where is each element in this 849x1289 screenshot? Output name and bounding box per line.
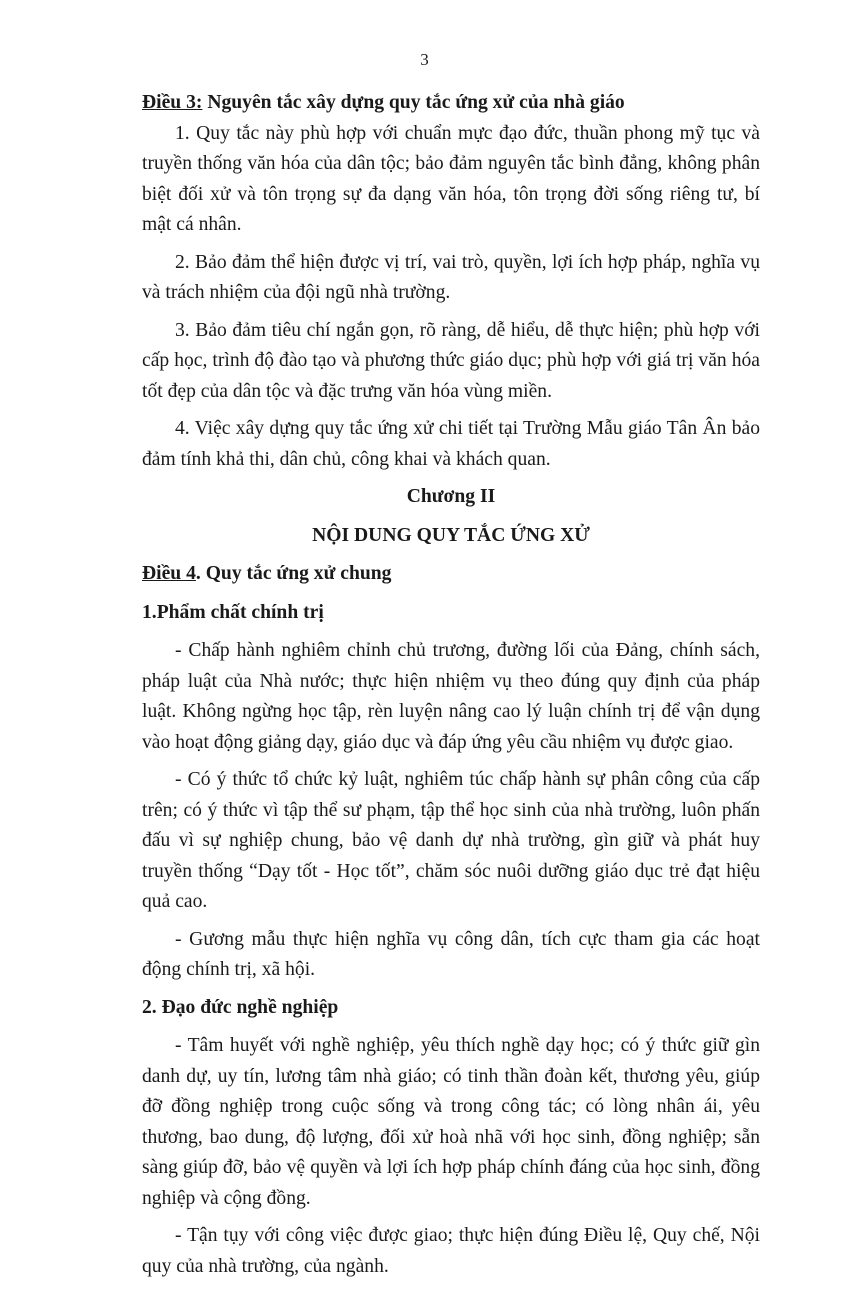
page-number: 3: [420, 50, 429, 69]
article-4-label: Điều 4: [142, 563, 196, 584]
article-3-heading: [142, 88, 760, 119]
article-3-paragraph: 4. Việc xây dựng quy tắc ứng xử chi tiết tại Trường Mẫu giáo Tân Ân bảo đảm tính khả thi, dân chủ, công khai và khách quan.: [142, 418, 760, 470]
article-3-paragraph: 2. Bảo đảm thể hiện được vị trí, vai trò, quyền, lợi ích hợp pháp, nghĩa vụ và trách nhiệm của đội ngũ nhà trường.: [142, 251, 760, 303]
article-3-title: Nguyên tắc xây dựng quy tắc ứng xử của nhà giáo: [202, 92, 625, 113]
section-2-paragraph: - Tận tụy với công việc được giao; thực hiện đúng Điều lệ, Quy chế, Nội quy của nhà trường, của ngành.: [142, 1225, 760, 1277]
section-2-paragraph: - Tâm huyết với nghề nghiệp, yêu thích nghề dạy học; có ý thức giữ gìn danh dự, uy tín, lương tâm nhà giáo; có tinh thần đoàn kết, thương yêu, giúp đỡ đồng nghiệp trong cuộc sống và trong công tác; có lòng nhân ái, yêu thương, bao dung, độ lượng, đối xử hoà nhã với học sinh, đồng nghiệp; sẵn sàng giúp đỡ, bảo vệ quyền và lợi ích hợp pháp chính đáng của học sinh, đồng nghiệp và cộng đồng.: [142, 1035, 760, 1209]
section-1-paragraph: - Chấp hành nghiêm chỉnh chủ trương, đường lối của Đảng, chính sách, pháp luật của Nhà nước; thực hiện nhiệm vụ theo đúng quy định của pháp luật. Không ngừng học tập, rèn luyện nâng cao lý luận chính trị để vận dụng vào hoạt động giảng dạy, giáo dục và đáp ứng yêu cầu nhiệm vụ được giao.: [142, 640, 760, 753]
section-1-title: 1.Phẩm chất chính trị: [142, 601, 324, 623]
section-1-paragraph: - Có ý thức tổ chức kỷ luật, nghiêm túc chấp hành sự phân công của cấp trên; có ý thức vì tập thể sư phạm, tập thể học sinh của nhà trường, luôn phấn đấu vì sự nghiệp chung, bảo vệ danh dự nhà trường, gìn giữ và phát huy truyền thống “Dạy tốt - Học tốt”, chăm sóc nuôi dưỡng giáo dục trẻ đạt hiệu quả cao.: [142, 769, 760, 912]
article-3-paragraph: 1. Quy tắc này phù hợp với chuẩn mực đạo đức, thuần phong mỹ tục và truyền thống văn hóa của dân tộc; bảo đảm nguyên tắc bình đẳng, không phân biệt đối xử và tôn trọng sự đa dạng văn hóa, tôn trọng đời sống riêng tư, bí mật cá nhân.: [142, 122, 760, 235]
article-3-paragraph: 3. Bảo đảm tiêu chí ngắn gọn, rõ ràng, dễ hiểu, dễ thực hiện; phù hợp với cấp học, trình độ đào tạo và phương thức giáo dục; phù hợp với giá trị văn hóa tốt đẹp của dân tộc và đặc trưng văn hóa vùng miền.: [142, 319, 760, 402]
chapter-title: NỘI DUNG QUY TẮC ỨNG XỬ: [312, 524, 590, 546]
chapter-label: Chương II: [406, 486, 496, 507]
section-2-title: 2. Đạo đức nghề nghiệp: [142, 996, 339, 1018]
article-4-heading: [142, 559, 760, 590]
document-body: [142, 88, 760, 1289]
section-1-paragraph: - Gương mẫu thực hiện nghĩa vụ công dân, tích cực tham gia các hoạt động chính trị, xã hội.: [142, 928, 760, 980]
article-3-label: Điều 3:: [142, 92, 203, 113]
article-4-title: . Quy tắc ứng xử chung: [195, 563, 392, 584]
